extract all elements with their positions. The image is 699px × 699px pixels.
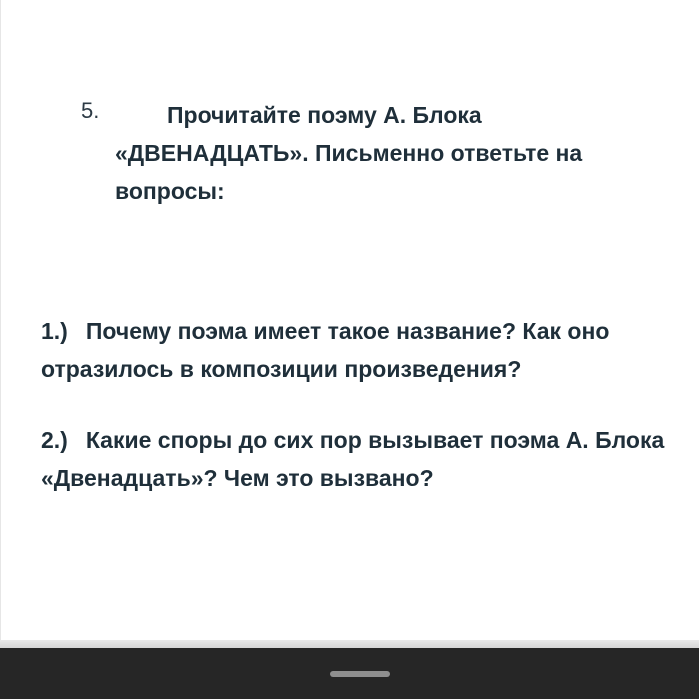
task-instruction: Прочитайте поэму А. Блока «ДВЕНАДЦАТЬ». Письменно ответьте на вопросы: [115, 102, 583, 204]
question-1-number: 1.) [41, 318, 68, 344]
page-bottom-edge [0, 640, 699, 648]
question-2-text: Какие споры до сих пор вызывает поэма А. Блока «Двенадцать»? Чем это вызвано? [41, 427, 665, 491]
question-1 [41, 312, 686, 388]
system-navigation-bar [0, 648, 699, 699]
home-indicator[interactable] [330, 671, 390, 677]
question-2 [41, 421, 686, 497]
question-2-number: 2.) [41, 427, 68, 453]
question-1-text: Почему поэма имеет такое название? Как оно отразилось в композиции произведения? [41, 318, 610, 382]
task-number: 5. [81, 98, 100, 123]
